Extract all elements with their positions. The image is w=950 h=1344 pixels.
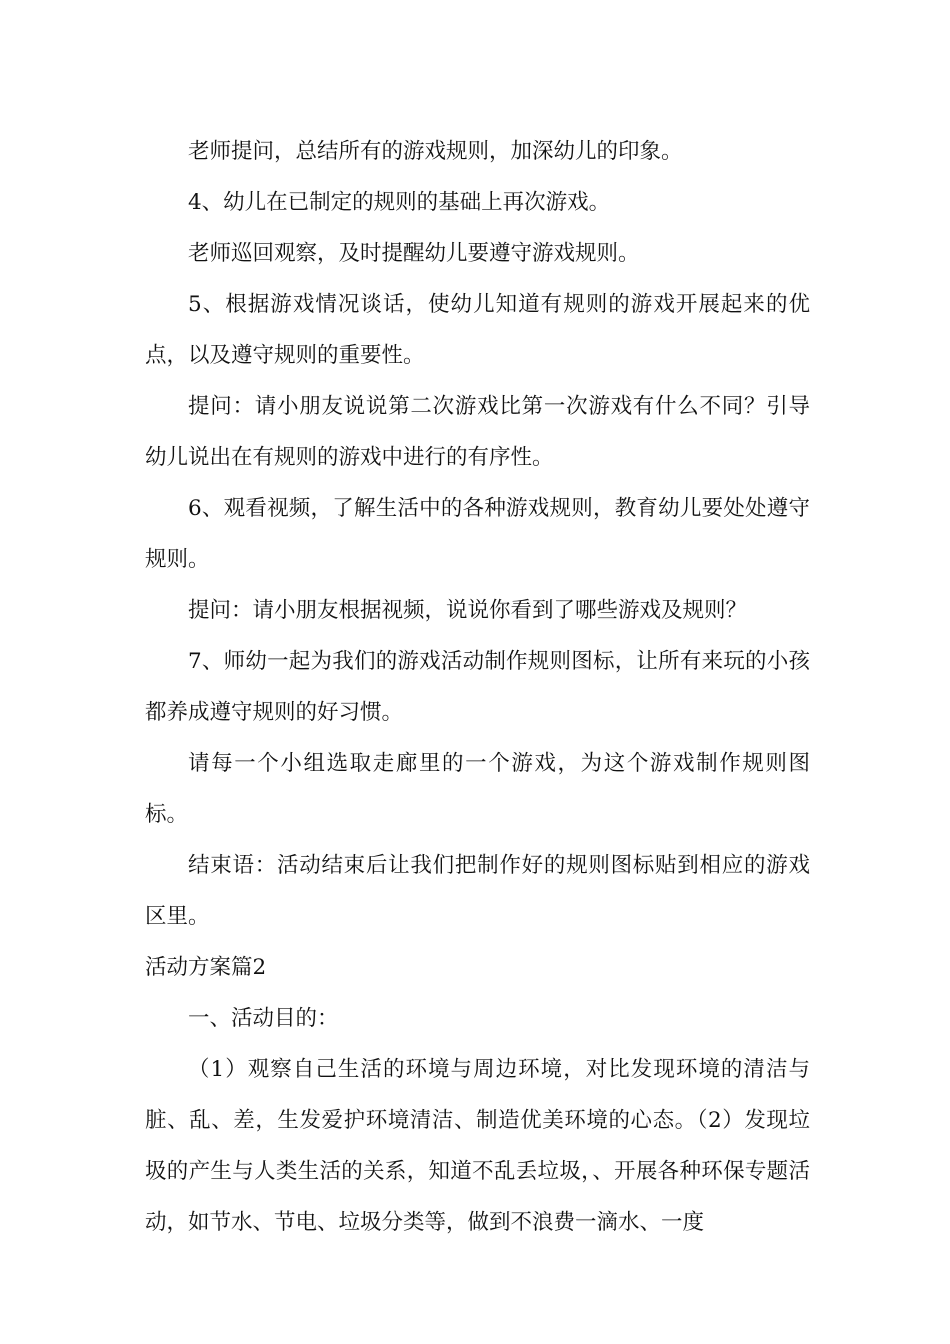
paragraph-step-7: 7、师幼一起为我们的游戏活动制作规则图标，让所有来玩的小孩都养成遵守规则的好习惯。 xyxy=(145,649,810,725)
paragraph-group-task: 请每一个小组选取走廊里的一个游戏，为这个游戏制作规则图标。 xyxy=(145,751,810,827)
paragraph-step-6: 6、观看视频，了解生活中的各种游戏规则，教育幼儿要处处遵守规则。 xyxy=(145,496,810,572)
paragraph-teacher-question: 老师提问，总结所有的游戏规则，加深幼儿的印象。 xyxy=(188,139,683,164)
document-body xyxy=(145,126,810,1248)
paragraph-activity-purpose-heading: 一、活动目的： xyxy=(188,1006,339,1031)
paragraph-step-4: 4、幼儿在已制定的规则的基础上再次游戏。 xyxy=(188,190,611,215)
paragraph-closing: 结束语：活动结束后让我们把制作好的规则图标贴到相应的游戏区里。 xyxy=(145,853,810,929)
paragraph-question-difference: 提问：请小朋友说说第二次游戏比第一次游戏有什么不同？引导幼儿说出在有规则的游戏中进行的有序性。 xyxy=(145,394,810,470)
paragraph-step-5: 5、根据游戏情况谈话，使幼儿知道有规则的游戏开展起来的优点，以及遵守规则的重要性。 xyxy=(145,292,810,368)
section-heading: 活动方案篇2 xyxy=(145,955,267,980)
paragraph-teacher-observe: 老师巡回观察，及时提醒幼儿要遵守游戏规则。 xyxy=(188,241,640,266)
paragraph-question-video: 提问：请小朋友根据视频，说说你看到了哪些游戏及规则？ xyxy=(188,598,748,623)
paragraph-activity-purpose-body: （1）观察自己生活的环境与周边环境，对比发现环境的清洁与脏、乱、差，生发爱护环境清洁、制造优美环境的心态。（2）发现垃圾的产生与人类生活的关系，知道不乱丢垃圾，、开展各种环保专题活动，如节水、节电、垃圾分类等，做到不浪费一滴水、一度 xyxy=(145,1057,810,1235)
